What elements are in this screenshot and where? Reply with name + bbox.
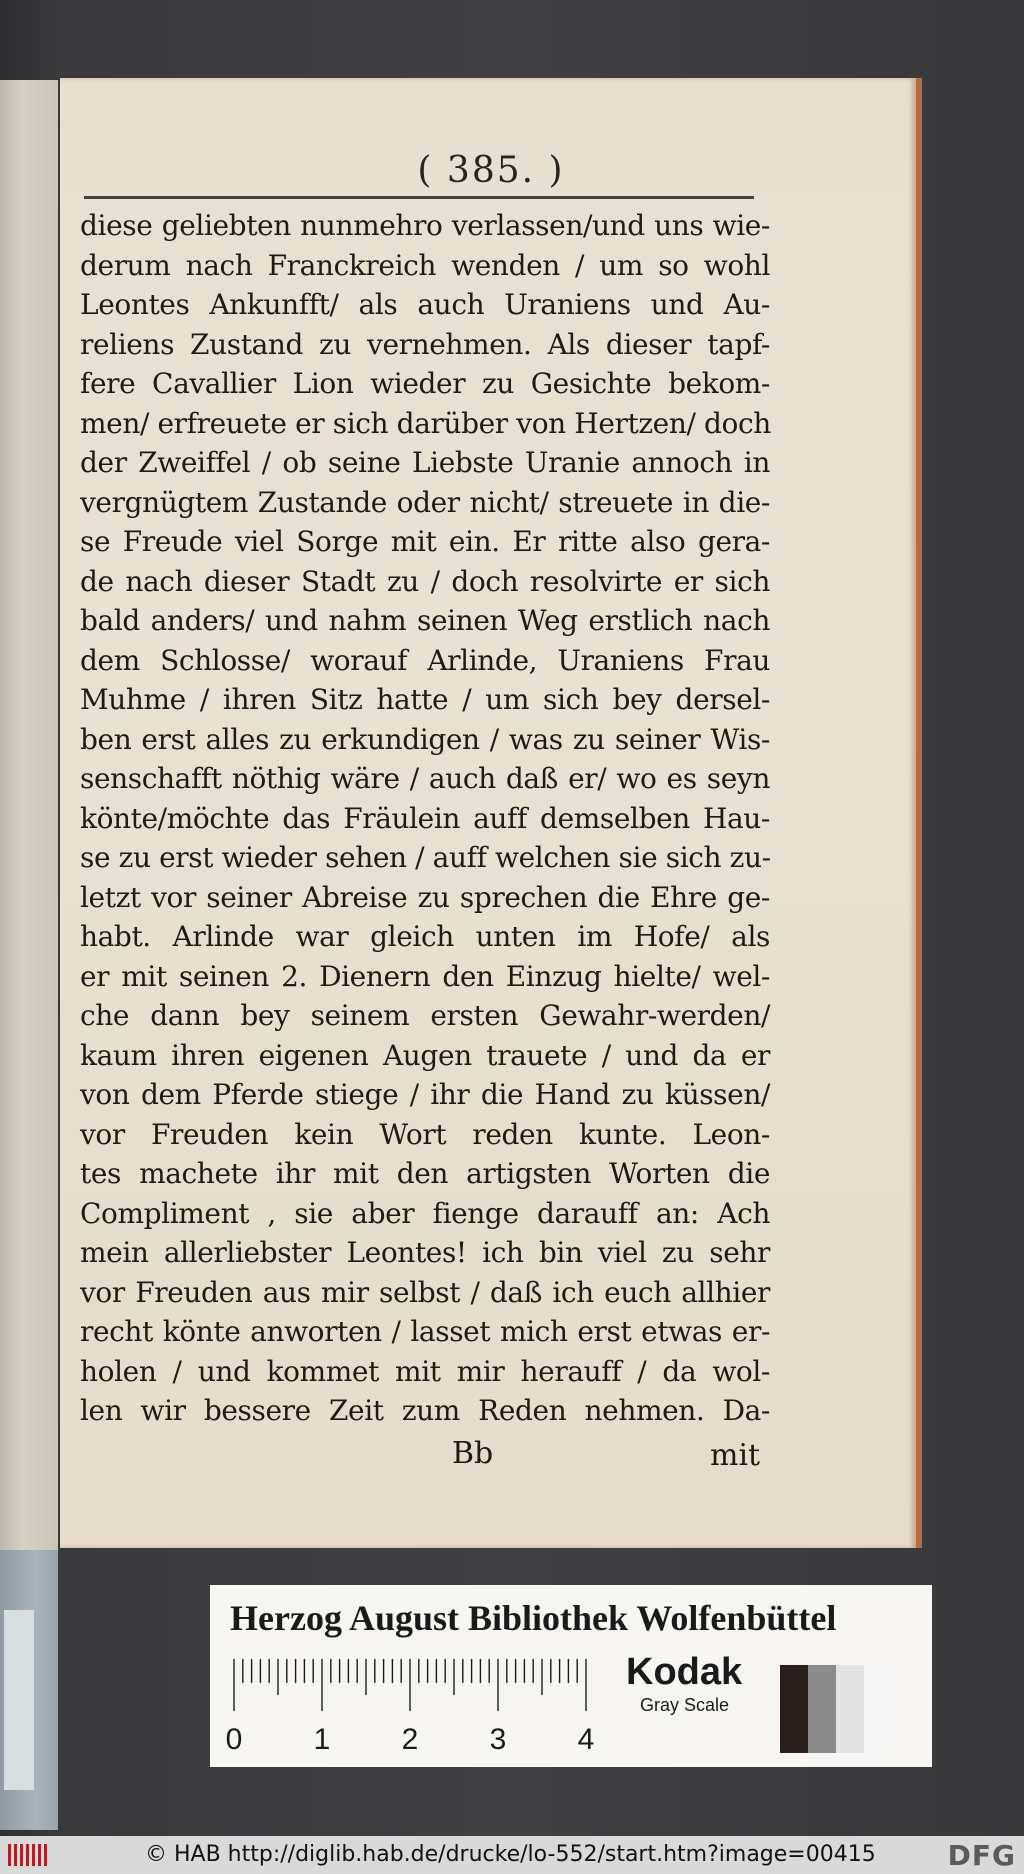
text-line: könte/möchte das Fräulein auff demselben Hau- (80, 801, 770, 835)
text-line: vor Freuden aus mir selbst / daß ich euch allhier (80, 1275, 770, 1309)
gray-patch (780, 1665, 808, 1753)
text-line: len wir bessere Zeit zum Reden nehmen. Da- (80, 1394, 770, 1427)
kodak-logo: Kodak (626, 1651, 743, 1693)
dfg-logo: DFG (947, 1839, 1016, 1872)
text-line: recht könte anworten / lasset mich erst etwas er- (80, 1315, 770, 1348)
text-line: Compliment , sie aber fienge darauff an: Ach (80, 1196, 770, 1230)
text-line: er mit seinen 2. Dienern den Einzug hielte/ wel- (80, 959, 770, 993)
text-line: von dem Pferde stiege / ihr die Hand zu küssen/ (80, 1078, 770, 1111)
text-line: che dann bey seinem ersten Gewahr-werden/ (80, 999, 770, 1032)
gray-scale-label: Gray Scale (640, 1695, 730, 1715)
previous-page-lower-strip (0, 1550, 58, 1830)
label-tag (4, 1610, 34, 1790)
ruler-label: 0 (225, 1723, 243, 1756)
ruler-label: 4 (577, 1723, 595, 1756)
text-block (80, 206, 770, 1431)
footer-credit: © HAB http://diglib.hab.de/drucke/lo-552/start.htm?image=00415 (145, 1842, 876, 1867)
text-line: senschafft nöthig wäre / auch daß er/ wo es seyn (80, 762, 770, 795)
text-line: fere Cavallier Lion wieder zu Gesichte bekom- (80, 367, 770, 400)
text-line: se zu erst wieder sehen / auff welchen sie sich zu- (80, 841, 771, 874)
text-line: reliens Zustand zu vernehmen. Als dieser tapf- (80, 327, 770, 361)
text-line: vergnügtem Zustande oder nicht/ streuete in die- (80, 485, 770, 519)
hab-logo-icon (8, 1844, 48, 1866)
book-page (60, 78, 922, 1548)
text-line: derum nach Franckreich wenden / um so wohl (80, 248, 770, 282)
text-line: bald anders/ und nahm seinen Weg erstlich nach (80, 604, 770, 637)
footer-bar (0, 1836, 1024, 1874)
header-rule (84, 196, 754, 199)
text-line: Leontes Ankunfft/ als auch Uraniens und Au- (80, 288, 770, 321)
ruler-label: 2 (401, 1723, 419, 1756)
catchword: mit (710, 1438, 761, 1473)
text-line: Muhme / ihren Sitz hatte / um sich bey dersel- (80, 683, 770, 716)
ruler-label: 1 (313, 1723, 331, 1756)
text-line: habt. Arlinde war gleich unten im Hofe/ als (80, 920, 770, 953)
gray-patch (864, 1665, 892, 1753)
ruler-label: 3 (489, 1723, 507, 1756)
calibration-card (210, 1585, 932, 1767)
library-name: Herzog August Bibliothek Wolfenbüttel (230, 1598, 837, 1638)
text-line: vor Freuden kein Wort reden kunte. Leon- (80, 1117, 770, 1151)
text-line: diese geliebten nunmehro verlassen/und uns wie- (80, 209, 770, 242)
previous-page-edge (0, 80, 58, 1550)
gray-scale-patches (780, 1665, 892, 1753)
gray-patch (836, 1665, 864, 1753)
page-number: ( 385. ) (417, 150, 565, 191)
text-line: men/ erfreuete er sich darüber von Hertzen/ doch (80, 406, 771, 440)
text-line: tes machete ihr mit den artigsten Worten die (80, 1157, 770, 1190)
text-line: de nach dieser Stadt zu / doch resolvirte er sich (80, 564, 770, 598)
text-line: dem Schlosse/ worauf Arlinde, Uraniens Frau (80, 643, 770, 677)
signature-mark: Bb (452, 1436, 494, 1471)
text-line: mein allerliebster Leontes! ich bin viel zu sehr (80, 1236, 770, 1269)
gray-patch (808, 1665, 836, 1753)
ruler (225, 1657, 620, 1757)
text-line: holen / und kommet mit mir herauff / da wol- (80, 1354, 770, 1388)
text-line: kaum ihren eigenen Augen trauete / und da er (80, 1038, 770, 1072)
text-line: der Zweiffel / ob seine Liebste Uranie annoch in (80, 446, 770, 479)
text-line: se Freude viel Sorge mit ein. Er ritte also gera- (80, 525, 770, 558)
text-line: ben erst alles zu erkundigen / was zu seiner Wis- (80, 722, 770, 756)
text-line: letzt vor seiner Abreise zu sprechen die Ehre ge- (80, 880, 770, 914)
